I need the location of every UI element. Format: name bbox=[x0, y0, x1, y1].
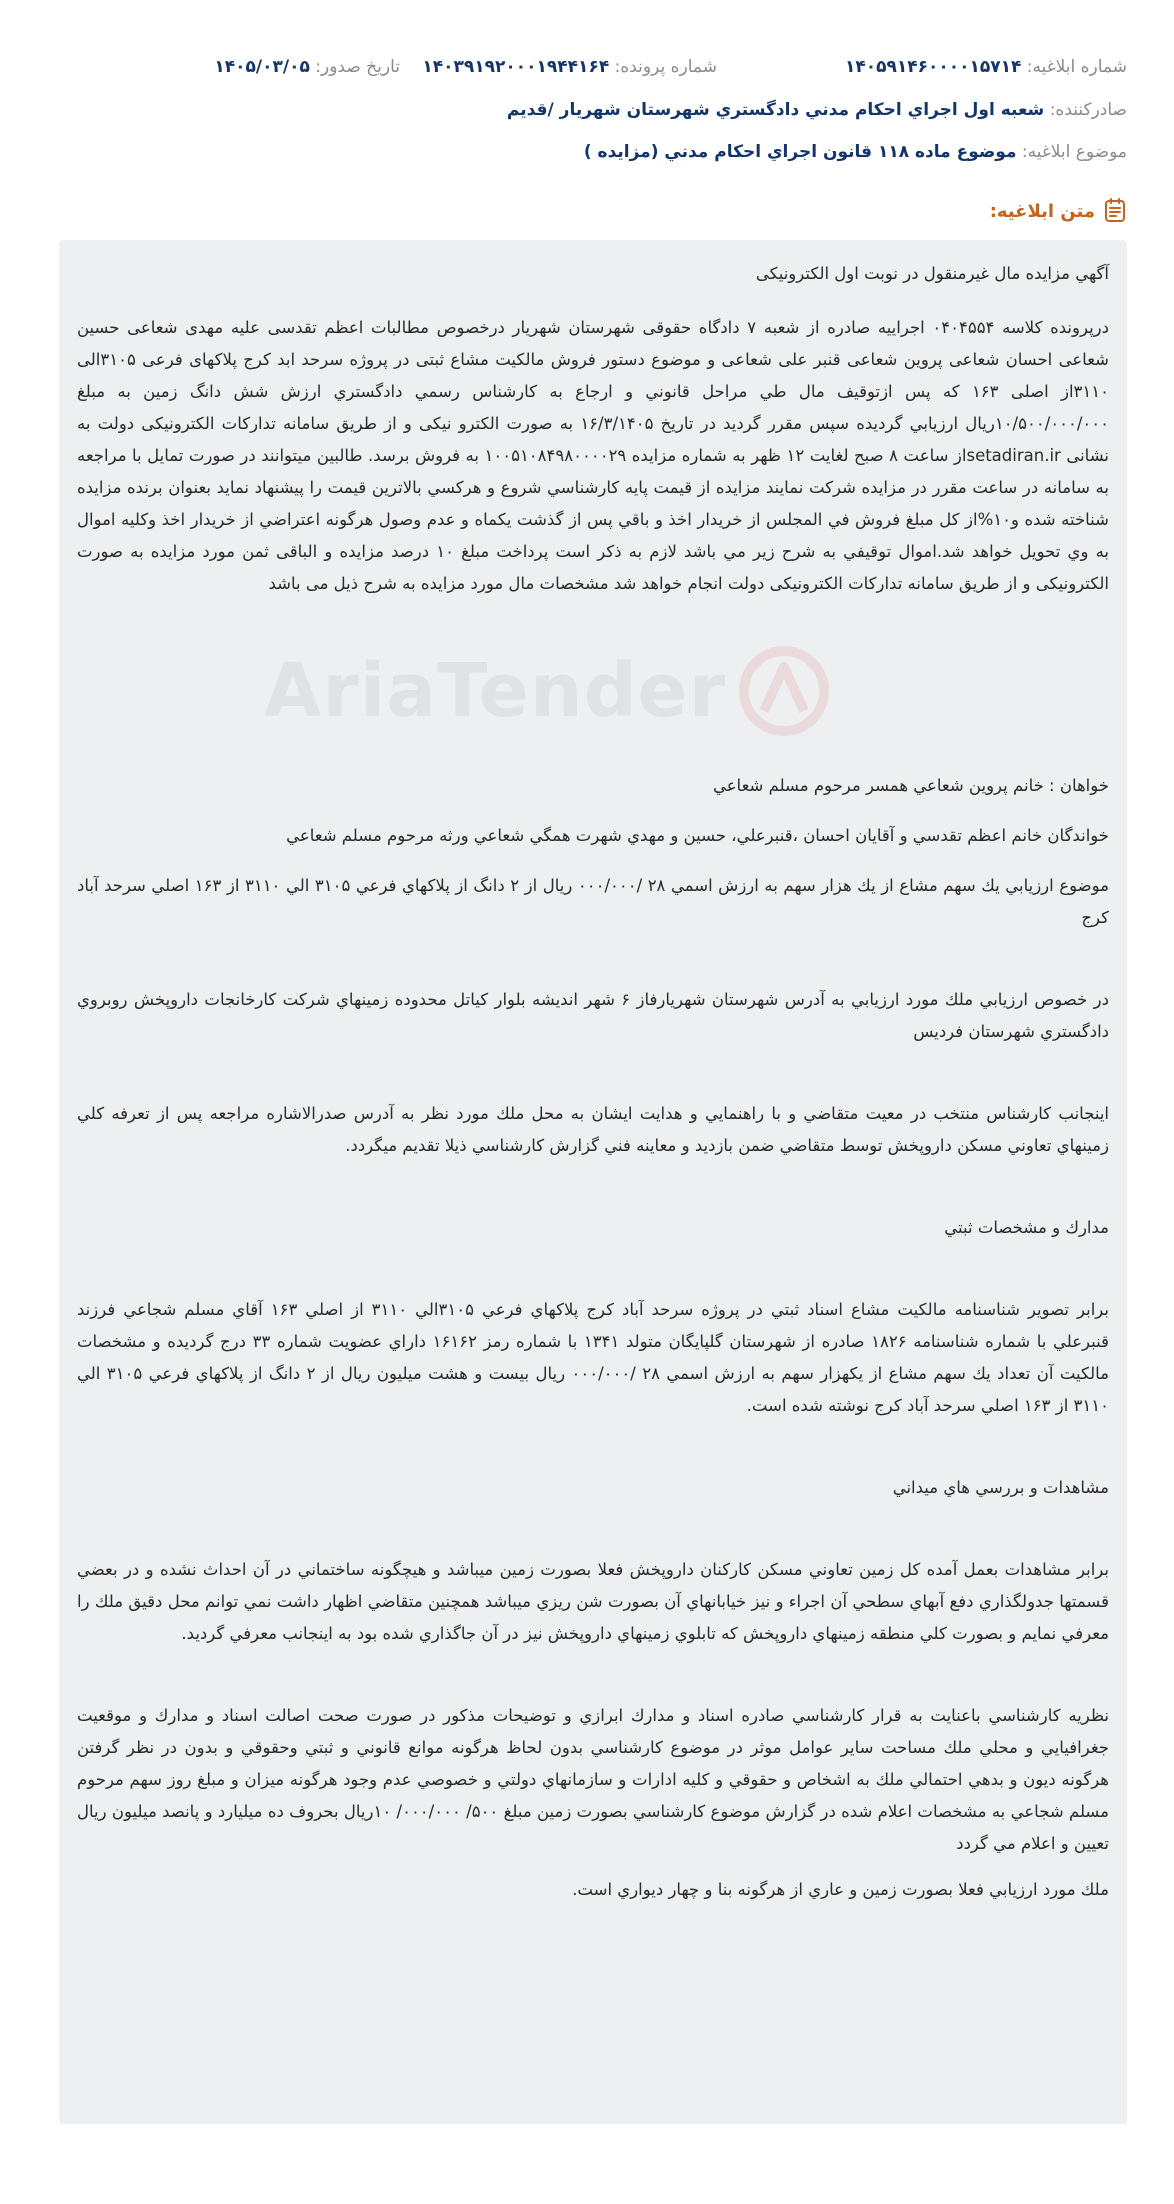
issue-date-value: ۱۴۰۵/۰۳/۰۵ bbox=[214, 57, 310, 77]
notice-text-body bbox=[77, 258, 1109, 1906]
expert-opinion-paragraph: نظريه كارشناسي باعنايت به قرار كارشناسي صادره اسناد و مدارك ابرازي و توضيحات مذكور در صورت صحت اصالت اسناد و مدارك و موقعيت جغرافيايي و محلي ملك مساحت ساير عوامل موثر در موضوع كارشناسي بدون لحاظ هرگونه موانع قانوني و ثبتي وحقوقي و بدون در نظر گرفتن هرگونه ديون و بدهي احتمالي ملك به اشخاص و حقوقي و كليه ادارات و سازمانهاي دولتي و خصوصي عدم وجود هرگونه ميزان و مبلغ روز سهم مرحوم مسلم شجاعي به مشخصات اعلام شده در گزارش موضوع كارشناسي بصورت زمين مبلغ ۵۰۰/ ۰۰۰/۰۰۰/ ۱۰ريال بحروف ده ميليارد و پانصد ميليون ريال تعيين و اعلام مي گردد bbox=[77, 1706, 1109, 1853]
notice-number-value: ۱۴۰۵۹۱۴۶۰۰۰۰۱۵۷۱۴ bbox=[844, 57, 1022, 77]
notice-text-title: متن ابلاغيه: bbox=[989, 200, 1095, 222]
subject-paragraph: موضوع ارزيابي يك سهم مشاع از يك هزار سهم به ارزش اسمي ۲۸ /۰۰۰/۰۰۰ ريال از ۲ دانگ از پلاكهاي فرعي ۳۱۰۵ الي ۳۱۱۰ از ۱۶۳ اصلي سرحد آباد كرج bbox=[77, 876, 1109, 927]
notice-meta-row bbox=[47, 56, 1127, 80]
issue-date-label: تاريخ صدور: bbox=[315, 57, 400, 77]
document-text-icon bbox=[1103, 198, 1127, 224]
subject-value: موضوع ماده ۱۱۸ قانون اجراي احکام مدني (مزايده ) bbox=[583, 142, 1017, 162]
location-paragraph: در خصوص ارزيابي ملك مورد ارزيابي به آدرس شهرستان شهريارفاز ۶ شهر انديشه بلوار كياتل محدوده زمينهاي شركت كارخانجات داروپخش روبروي دادگستري شهرستان فرديس bbox=[77, 990, 1109, 1041]
case-number bbox=[422, 56, 717, 78]
case-number-value: ۱۴۰۳۹۱۹۲۰۰۰۱۹۴۴۱۶۴ bbox=[422, 57, 610, 77]
watermark-text: AriaTender bbox=[264, 648, 727, 734]
expert-paragraph: اينجانب كارشناس منتخب در معيت متقاضي و با راهنمايي و هدايت ايشان به محل ملك مورد نظر به آدرس صدرالاشاره مراجعه پس از تعرفه كلي زمينهاي تعاوني مسكن داروپخش توسط متقاضي ضمن بازديد و معاينه فني گزارش كارشناسي ذيلا تقديم ميگردد. bbox=[77, 1104, 1109, 1155]
auction-title: آگهي مزايده مال غيرمنقول در نوبت اول الكترونيكی bbox=[755, 264, 1109, 283]
issuer-value: شعبه اول اجراي احكام مدني دادگستري شهرستان شهريار /قديم bbox=[506, 100, 1045, 120]
auction-intro-paragraph: درپرونده كلاسه ۰۴۰۴۵۵۴ اجرايیه صادره از شعبه ۷ دادگاه حقوقی شهرستان شهريار درخصوص مطالبات اعظم تقدسی عليه مهدی شعاعی حسين شعاعی احسان شعاعی پروين شعاعی قنبر علی شعاعی و موضوع دستور فروش مالكيت مشاع ثبتی در پروژه سرحد ابد كرج پلاكهای فرعی ۳۱۰۵الی ۳۱۱۰از اصلی ۱۶۳ كه پس ازتوقيف مال طي مراحل قانوني و ارجاع به كارشناس رسمي دادگستري ارزش شش دانگ زمين به مبلغ ۱۰/۵۰۰/۰۰۰/۰۰۰ريال ارزيابي گرديده سپس مقرر گرديد در تاريخ ۱۶/۳/۱۴۰۵ به صورت الكترو نيكی و از طريق سامانه تداركات الكترونيكی دولت به نشانی setadiran.irاز ساعت ۸ صبح لغايت ۱۲ ظهر به شماره مزايده ۱۰۰۵۱۰۸۴۹۸۰۰۰۰۲۹ به فروش برسد. طالبين ميتوانند در صورت تمايل با مراجعه به سامانه در ساعت مقرر در مزايده شركت نمايند مزايده از قيمت پايه كارشناسي شروع و هركسي بالاترين قيمت را پيشنهاد نمايد بعنوان برنده مزايده شناخته شده و۱۰%از كل مبلغ فروش في المجلس از خريدار اخذ و باقي پس از گذشت يكماه و عدم وصول هرگونه اعتراضي از خريدار اخذ وكليه اموال به وي تحويل خواهد شد.اموال توقيفي به شرح زير مي باشد لازم به ذكر است پرداخت مبلغ ۱۰ درصد مزايده و الباقی ثمن مورد مزايده به صورت الكترونيكی و از طريق سامانه تداركات الكترونيكی دولت انجام خواهد شد مشخصات مال مورد مزايده به شرح ذيل می باشد bbox=[77, 318, 1110, 593]
defendants-paragraph: خواندگان خانم اعظم تقدسي و آقايان احسان ،قنبرعلي، حسين و مهدي شهرت همگي شعاعي ورثه مرحوم مسلم شعاعي bbox=[286, 826, 1109, 845]
observations-paragraph: برابر مشاهدات بعمل آمده كل زمين تعاوني مسكن كاركنان داروپخش فعلا بصورت زمين ميباشد و هيچگونه ساختماني در آن احداث نشده و در بعضي قسمتها جدولگذاري دفع آبهاي سطحي آن اجراء و نيز خيابانهاي آن بصورت شن ريزي ميباشد همچنين متقاضي اظهار داشت نمي توانم محل دقيق ملك را معرفي نمايم و بصورت كلي منطقه زمينهاي داروپخش كه تابلوي زمينهاي داروپخش نيز در آن جاگذاري شده بود به اينجانب معرفي گرديد. bbox=[77, 1560, 1109, 1643]
case-number-label: شماره پرونده: bbox=[614, 57, 717, 77]
notice-text-panel bbox=[59, 240, 1127, 2124]
documents-heading: مدارك و مشخصات ثبتي bbox=[944, 1218, 1109, 1237]
notice-number bbox=[845, 56, 1127, 78]
issue-date bbox=[214, 56, 400, 78]
subject-label: موضوع ابلاغيه: bbox=[1021, 142, 1127, 162]
plaintiff-paragraph: خواهان : خانم پروين شعاعي همسر مرحوم مسلم شعاعي bbox=[712, 776, 1109, 795]
issuer-label: صادرکننده: bbox=[1049, 100, 1127, 120]
documents-paragraph: برابر تصوير شناسنامه مالكيت مشاع اسناد ثبتي در پروژه سرحد آباد كرج پلاكهاي فرعي ۳۱۰۵الي ۳۱۱۰ از اصلي ۱۶۳ آقاي مسلم شجاعي فرزند قنبرعلي با شماره شناسنامه ۱۸۲۶ صادره از شهرستان گلپايگان متولد ۱۳۴۱ با شماره رمز ۱۶۱۶۲ داراي عضويت شماره ۳۳ درج گرديده و مشخصات مالكيت آن تعداد يك سهم مشاع از يكهزار سهم به ارزش اسمي ۲۸ /۰۰۰/۰۰۰ ريال بيست و هشت ميليون ريال از ۲ دانگ از پلاكهاي فرعي ۳۱۰۵ الي ۳۱۱۰ از ۱۶۳ اصلي سرحد آباد كرج نوشته شده است. bbox=[77, 1300, 1110, 1415]
notice-text-heading bbox=[990, 198, 1127, 224]
subject-row bbox=[47, 141, 1127, 163]
observations-heading: مشاهدات و بررسي هاي ميداني bbox=[892, 1478, 1109, 1497]
issuer-row bbox=[47, 99, 1127, 121]
final-note-paragraph: ملك مورد ارزيابي فعلا بصورت زمين و عاري از هرگونه بنا و چهار ديواري است. bbox=[572, 1880, 1109, 1899]
notice-number-label: شماره ابلاغيه: bbox=[1026, 57, 1127, 77]
